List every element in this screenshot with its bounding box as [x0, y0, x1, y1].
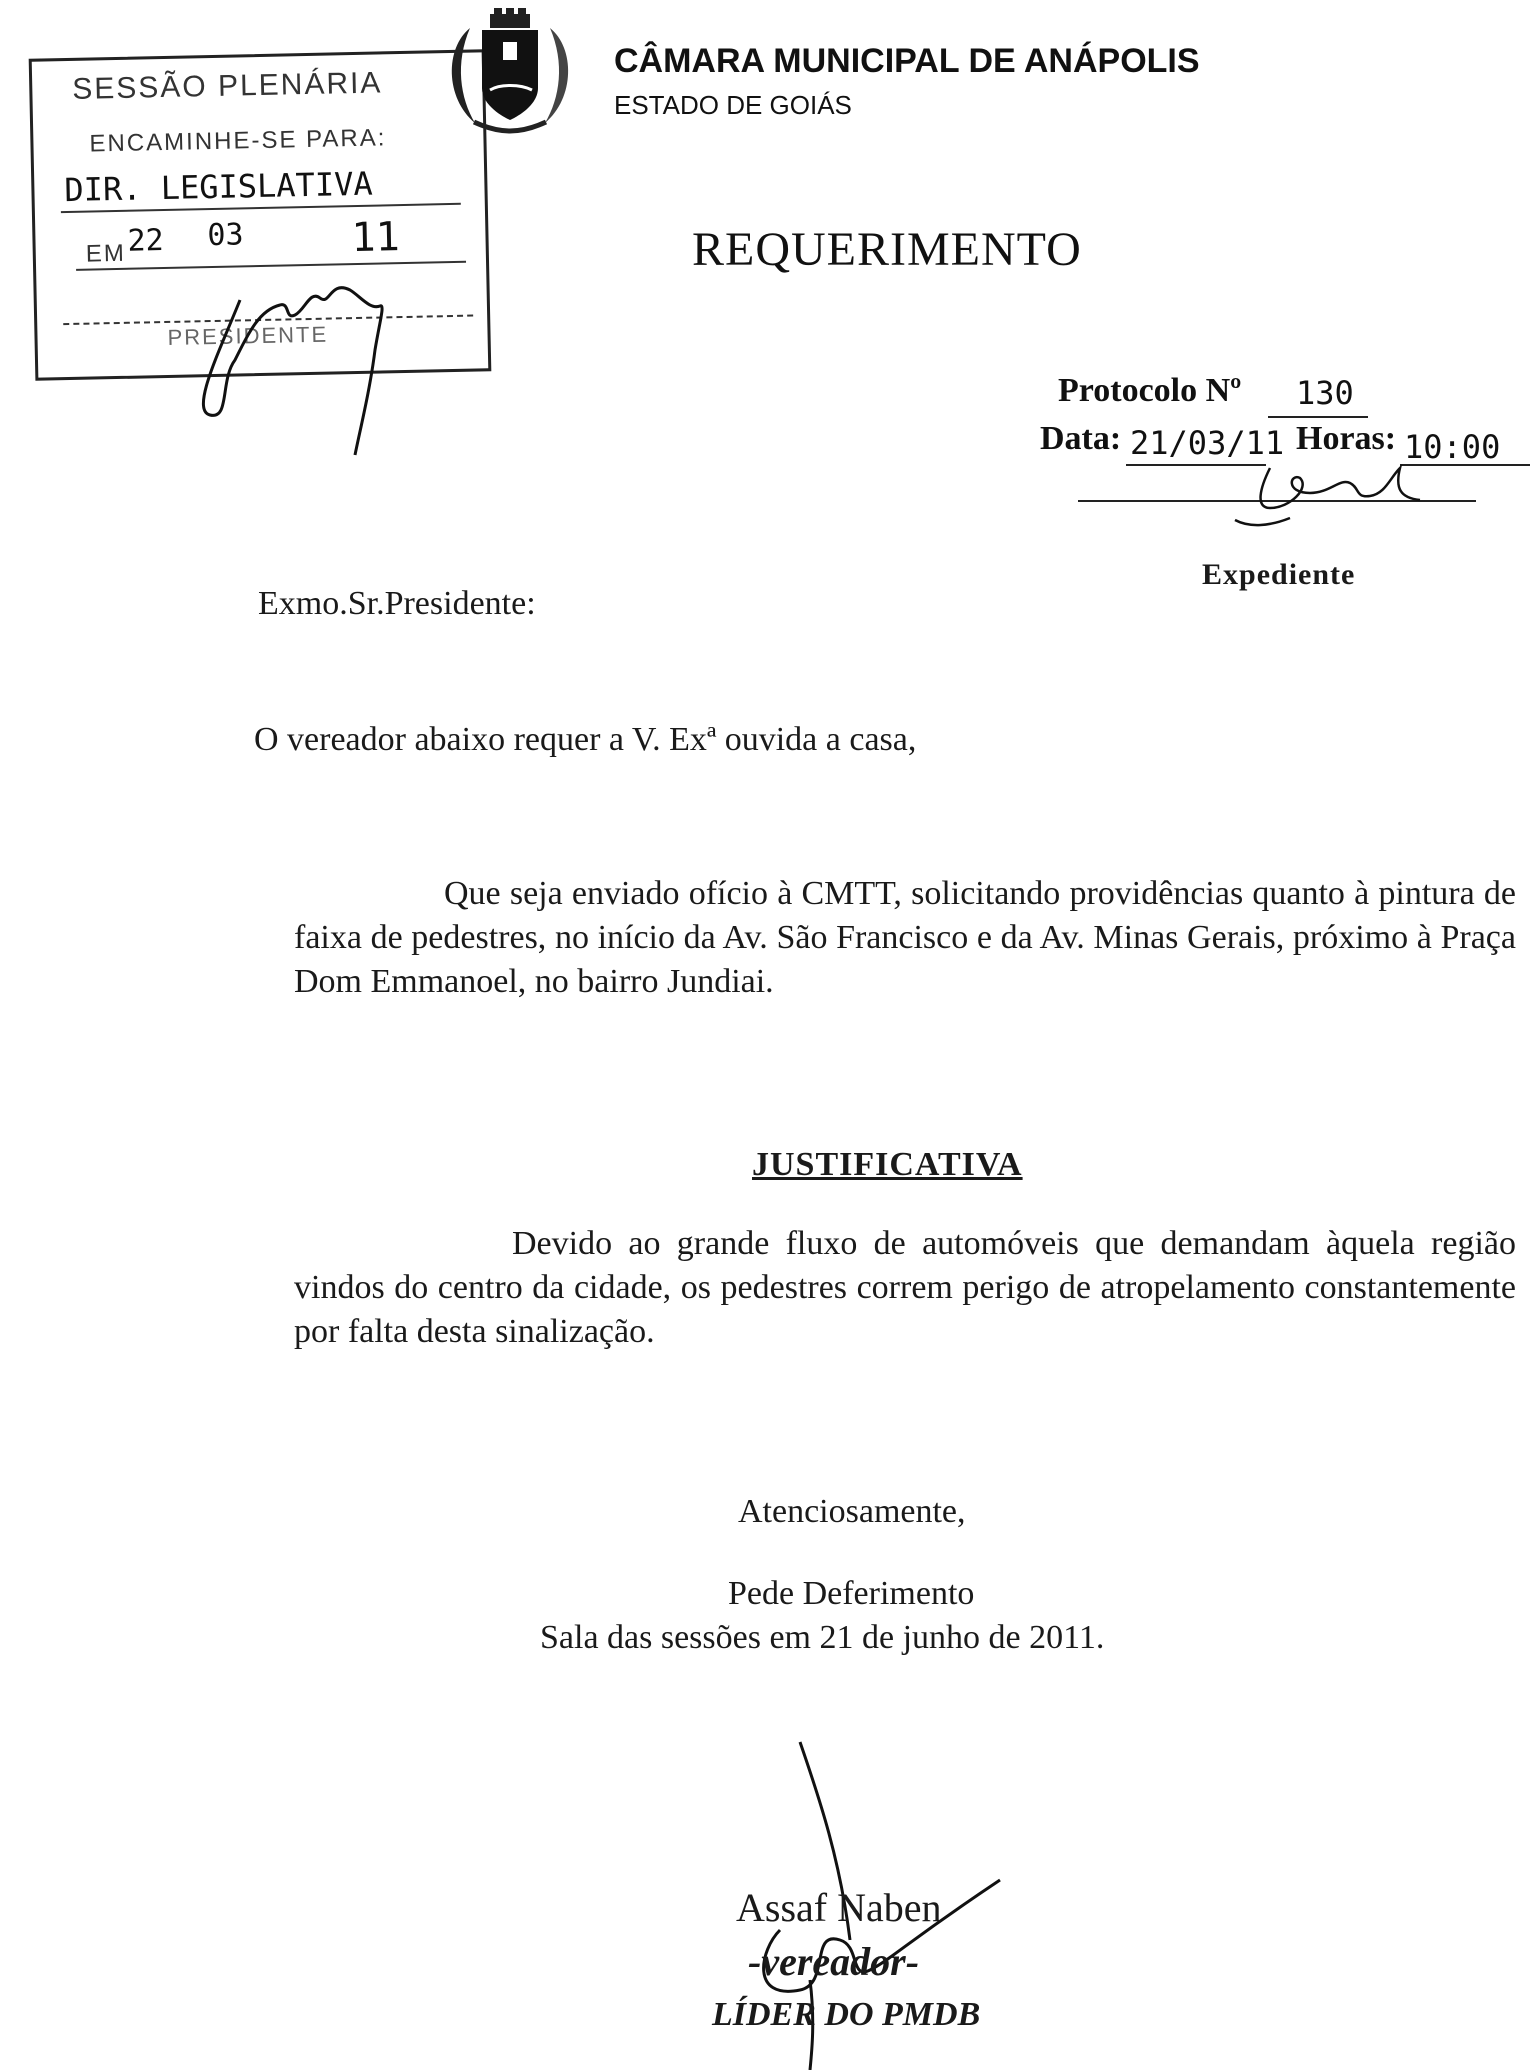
protocol-date-label: Data:	[1040, 420, 1122, 457]
stamp-date-day: 22	[127, 223, 165, 259]
stamp-date-year: 11	[351, 214, 401, 262]
stamp-date-month: 03	[207, 217, 244, 254]
stamp-forward-label: ENCAMINHE-SE PARA:	[89, 124, 387, 158]
justification-paragraph: Devido ao grande fluxo de automóveis que demandam àquela região vindos do centro da cidade, os pedestres correm perigo de atropelamento constantemente por falta desta sinalização.	[294, 1225, 1516, 1350]
protocol-hours-label: Horas:	[1296, 420, 1397, 457]
organization-state: ESTADO DE GOIÁS	[614, 90, 852, 120]
protocol-date-value: 21/03/11	[1130, 424, 1285, 462]
protocol-number-label: Protocolo Nº	[1058, 372, 1242, 409]
author-party: LÍDER DO PMDB	[712, 1996, 981, 2033]
document-title: REQUERIMENTO	[692, 223, 1082, 276]
stamp-title: SESSÃO PLENÁRIA	[71, 66, 383, 106]
protocol-number-line	[1268, 416, 1368, 418]
protocol-number-value: 130	[1296, 374, 1354, 412]
organization-name: CÂMARA MUNICIPAL DE ANÁPOLIS	[614, 42, 1200, 80]
stamp-signature-scribble	[180, 270, 420, 460]
salutation: Exmo.Sr.Presidente:	[258, 585, 536, 622]
protocol-hours-value: 10:00	[1404, 428, 1501, 466]
closing: Atenciosamente,	[738, 1493, 966, 1530]
request-paragraph: Que seja enviado ofício à CMTT, solicitando providências quanto à pintura de faixa de pedestres, no início da Av. São Francisco e da Av. Minas Gerais, próximo à Praça Dom Emmanoel, no bairro Jundiai.	[294, 875, 1516, 1000]
expediente-label: Expediente	[1202, 558, 1356, 591]
justification-heading: JUSTIFICATIVA	[752, 1146, 1023, 1183]
author-role: -vereador-	[748, 1939, 920, 1984]
stamp-date-prefix: EM	[85, 239, 127, 268]
place-and-date: Sala das sessões em 21 de junho de 2011.	[540, 1619, 1105, 1656]
author-name: Assaf Naben	[736, 1885, 942, 1930]
stamp-president-label: PRESIDENTE	[167, 321, 329, 350]
coat-of-arms-icon	[440, 8, 580, 138]
stamp-destination: DIR. LEGISLATIVA	[64, 164, 374, 210]
request-approval: Pede Deferimento	[728, 1575, 975, 1612]
intro-paragraph: O vereador abaixo requer a V. Exª ouvida a casa,	[254, 721, 917, 758]
protocol-signature-scribble	[1230, 448, 1460, 538]
